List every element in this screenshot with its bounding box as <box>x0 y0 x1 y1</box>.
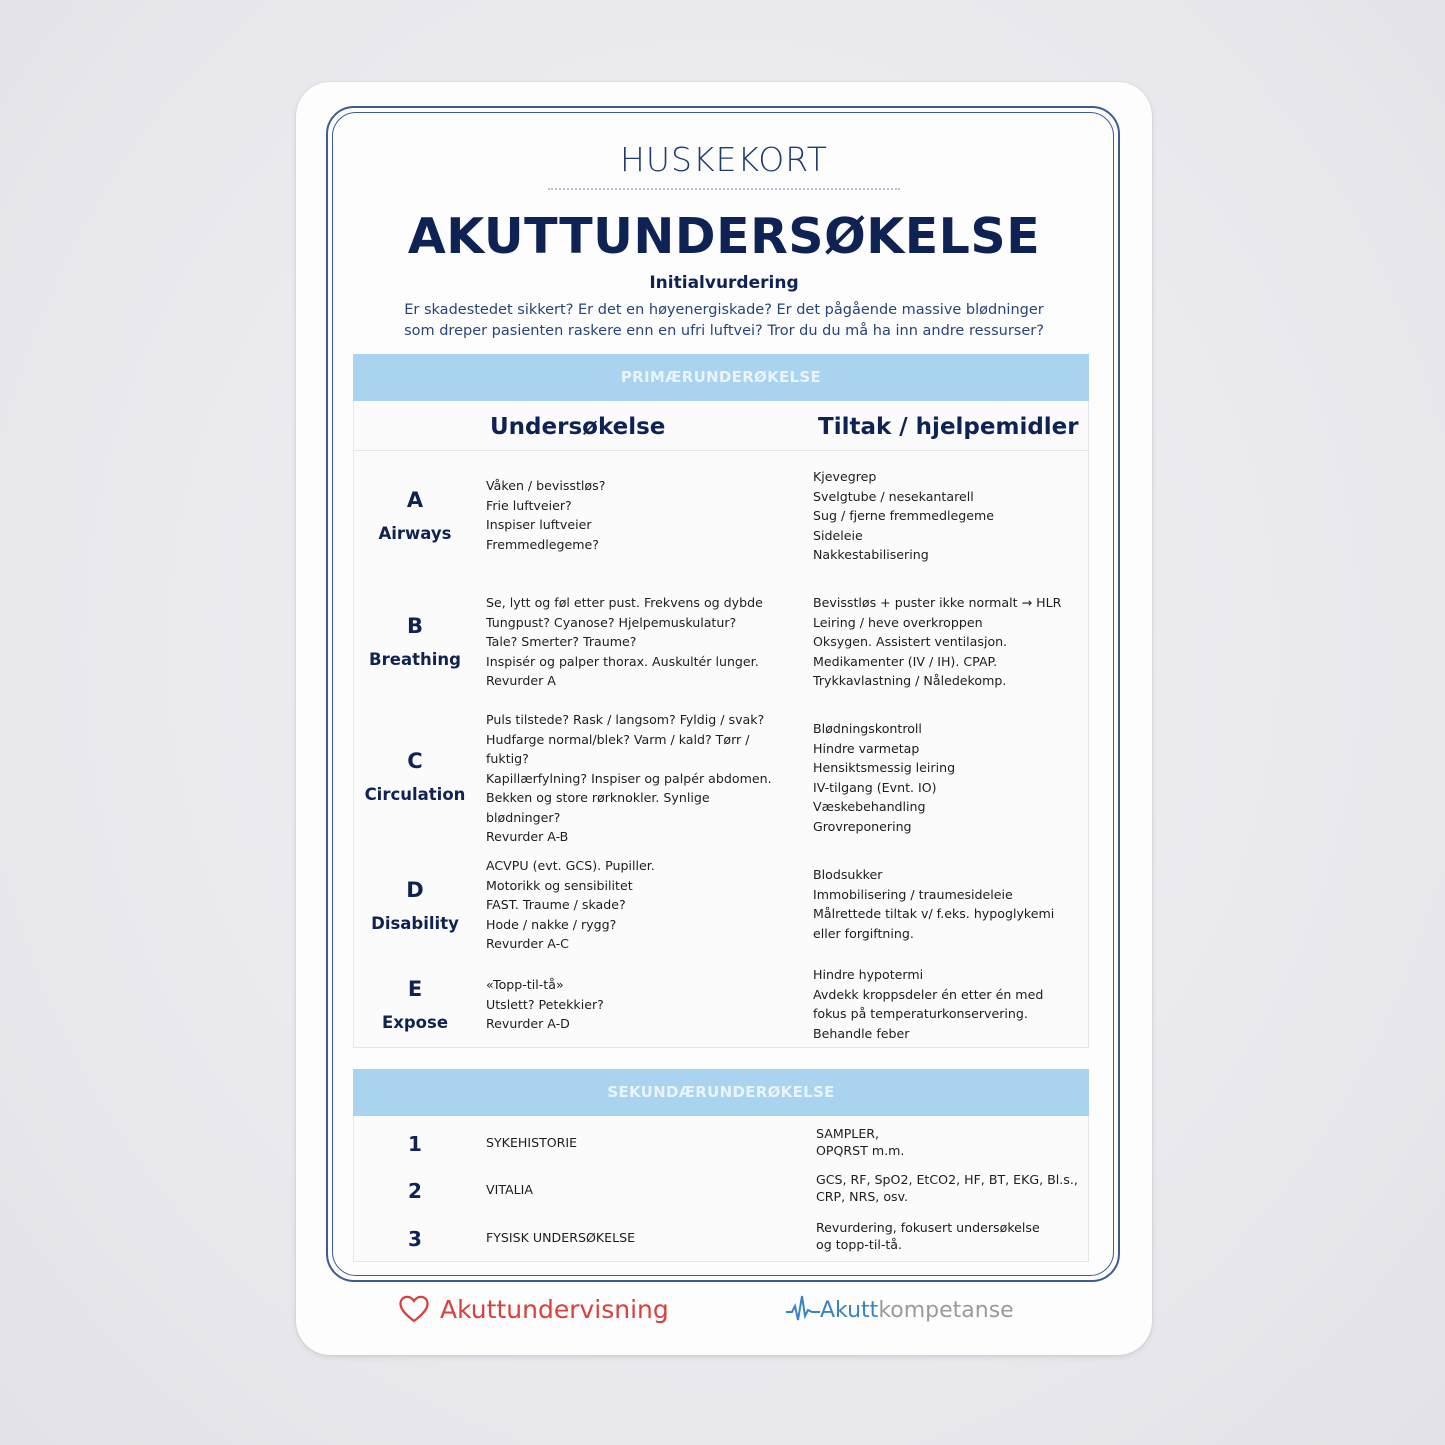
intro-line: Er skadestedet sikkert? Er det en høyenergiskade? Er det pågående massive blødninger <box>404 302 1044 318</box>
note-line: GCS, RF, SpO2, EtCO2, HF, BT, EKG, Bl.s., <box>816 1172 1078 1187</box>
list-item: Blodsukker <box>813 867 883 882</box>
list-item: fuktig? <box>486 751 529 766</box>
list-item: Bevisstløs + puster ikke normalt → HLR <box>813 595 1062 610</box>
primary-section-band: PRIMÆRUNDERØKELSE <box>353 354 1089 401</box>
secondary-label: VITALIA <box>486 1182 534 1197</box>
actions-list <box>813 467 1085 565</box>
list-item: Revurder A-B <box>486 829 569 844</box>
list-item: ACVPU (evt. GCS). Pupiller. <box>486 858 655 873</box>
list-item: Frie luftveier? <box>486 497 572 513</box>
list-item: Motorikk og sensibilitet <box>486 877 633 893</box>
note-line: og topp-til-tå. <box>816 1236 903 1252</box>
exam-list <box>486 856 798 954</box>
intro-text <box>356 300 1092 342</box>
note-line: SAMPLER, <box>816 1126 880 1141</box>
list-item: Hindre varmetap <box>813 740 920 756</box>
list-item: Hudfarge normal/blek? Varm / kald? Tørr / <box>486 731 750 747</box>
heartbeat-icon <box>786 1292 820 1328</box>
actions-list <box>813 865 1085 943</box>
list-item: Revurder A-C <box>486 936 569 951</box>
row-letter: E <box>407 977 423 1001</box>
list-item: Inspisér og palper thorax. Auskultér lunger. <box>486 653 759 669</box>
list-item: Blødningskontroll <box>813 721 922 736</box>
note-line: OPQRST m.m. <box>816 1142 905 1158</box>
reference-card <box>296 82 1152 1355</box>
list-item: Fremmedlegeme? <box>486 536 599 552</box>
secondary-section-band: SEKUNDÆRUNDERØKELSE <box>353 1069 1089 1116</box>
column-header-tiltak: Tiltak / hjelpemidler <box>818 414 1079 440</box>
card-subtitle: Initialvurdering <box>649 273 799 293</box>
exam-list <box>486 593 798 691</box>
list-item: Revurder A <box>486 673 556 688</box>
secondary-label: FYSISK UNDERSØKELSE <box>486 1230 636 1245</box>
list-item: Medikamenter (IV / IH). CPAP. <box>813 653 998 669</box>
list-item: Hode / nakke / rygg? <box>486 916 617 932</box>
row-letter: C <box>407 749 423 773</box>
exam-list <box>486 975 798 1034</box>
note-line: CRP, NRS, osv. <box>816 1188 909 1204</box>
list-item: Se, lytt og føl etter pust. Frekvens og dybde <box>486 595 763 610</box>
heart-icon <box>398 1294 430 1324</box>
list-item: Nakkestabilisering <box>813 547 929 562</box>
list-item: Revurder A-D <box>486 1016 570 1031</box>
list-item: eller forgiftning. <box>813 925 914 941</box>
logo-text-akutt: Akutt <box>820 1297 879 1323</box>
list-item: fokus på temperaturkonservering. <box>813 1006 1028 1021</box>
list-item: Avdekk kroppsdeler én etter én med <box>813 986 1044 1002</box>
list-item: Grovreponering <box>813 818 912 834</box>
secondary-note <box>816 1126 904 1159</box>
row-letter: A <box>406 488 424 512</box>
card-kicker: HUSKEKORT <box>620 140 828 179</box>
row-word: Circulation <box>364 785 466 804</box>
list-item: Puls tilstede? Rask / langsom? Fyldig / svak? <box>486 712 765 727</box>
list-item: Behandle feber <box>813 1025 910 1041</box>
akuttundervisning-logo-text: Akuttundervisning <box>440 1294 669 1324</box>
list-item: Sug / fjerne fremmedlegeme <box>813 508 994 523</box>
list-item: Våken / bevisstløs? <box>486 478 606 493</box>
kicker-divider <box>548 188 900 190</box>
row-letter: B <box>406 614 423 638</box>
intro-line: som dreper pasienten raskere enn en ufri luftvei? Tror du du må ha inn andre ressurser? <box>404 323 1044 339</box>
logo-text-kompetanse: kompetanse <box>878 1297 1014 1323</box>
secondary-number: 3 <box>408 1227 422 1251</box>
list-item: blødninger? <box>486 809 561 825</box>
header-divider <box>353 450 1089 451</box>
akuttundervisning-logo <box>398 1294 669 1324</box>
list-item: Sideleie <box>813 527 863 543</box>
list-item: Kjevegrep <box>813 469 877 484</box>
list-item: Inspiser luftveier <box>486 517 592 532</box>
exam-list <box>486 710 798 847</box>
list-item: «Topp-til-tå» <box>486 977 564 992</box>
row-word: Disability <box>371 914 459 933</box>
list-item: Leiring / heve overkroppen <box>813 614 983 630</box>
column-header-undersokelse: Undersøkelse <box>490 414 666 440</box>
list-item: Hensiktsmessig leiring <box>813 760 956 775</box>
secondary-label: SYKEHISTORIE <box>486 1135 578 1150</box>
row-letter: D <box>406 878 424 902</box>
list-item: Bekken og store rørknokler. Synlige <box>486 790 710 805</box>
list-item: Svelgtube / nesekantarell <box>813 488 974 504</box>
list-item: FAST. Traume / skade? <box>486 897 626 912</box>
note-line: Revurdering, fokusert undersøkelse <box>816 1220 1040 1235</box>
card-title: AKUTTUNDERSØKELSE <box>407 208 1041 265</box>
akuttkompetanse-logo <box>786 1292 1014 1328</box>
list-item: IV-tilgang (Evnt. IO) <box>813 779 937 795</box>
list-item: Tale? Smerter? Traume? <box>486 634 637 649</box>
list-item: Trykkavlastning / Nåledekomp. <box>813 673 1007 688</box>
row-word: Breathing <box>369 650 461 669</box>
list-item: Utslett? Petekkier? <box>486 996 604 1012</box>
list-item: Hindre hypotermi <box>813 967 924 982</box>
actions-list <box>813 965 1085 1043</box>
list-item: Oksygen. Assistert ventilasjon. <box>813 634 1008 649</box>
list-item: Immobilisering / traumesideleie <box>813 886 1013 902</box>
exam-list <box>486 476 798 554</box>
list-item: Væskebehandling <box>813 799 926 814</box>
row-word: Expose <box>381 1013 449 1032</box>
secondary-number: 2 <box>408 1179 422 1203</box>
list-item: Tungpust? Cyanose? Hjelpemuskulatur? <box>486 614 737 630</box>
row-word: Airways <box>378 524 452 543</box>
list-item: Kapillærfylning? Inspiser og palpér abdomen. <box>486 770 772 786</box>
list-item: Målrettede tiltak v/ f.eks. hypoglykemi <box>813 906 1055 921</box>
actions-list <box>813 719 1085 836</box>
secondary-number: 1 <box>408 1132 422 1156</box>
actions-list <box>813 593 1085 691</box>
secondary-note <box>816 1220 1040 1253</box>
secondary-note <box>816 1172 1078 1205</box>
